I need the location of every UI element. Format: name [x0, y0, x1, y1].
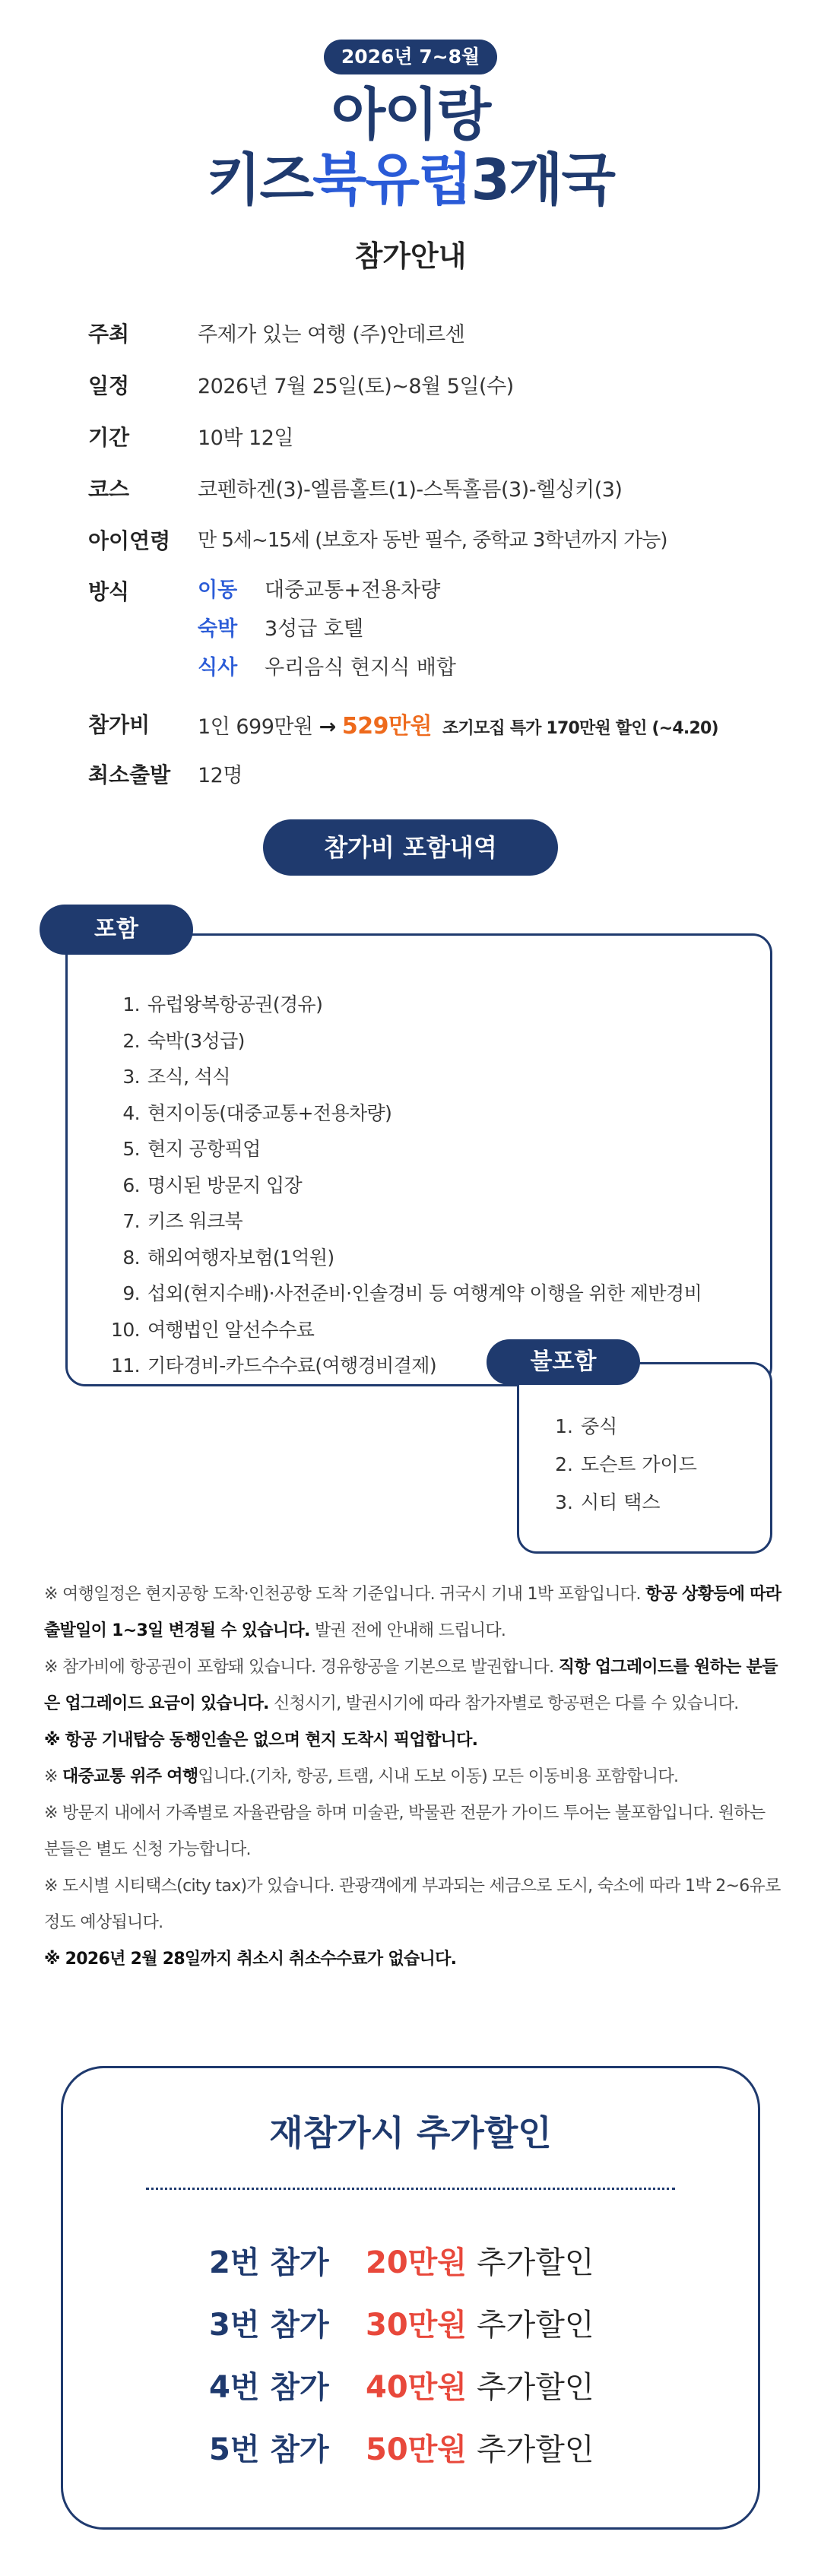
discount-row: 3번 참가 30만원 추가할인 — [209, 2307, 594, 2343]
list-item: 10. 여행법인 알선수수료 — [111, 1318, 315, 1341]
included-tag: 포함 — [40, 905, 193, 955]
info-label: 기간 — [88, 425, 130, 450]
info-row-price — [88, 707, 718, 740]
list-item: 7. 키즈 워크북 — [122, 1210, 243, 1232]
included-section-title: 참가비 포함내역 — [263, 819, 558, 876]
list-item: 1. 유럽왕복항공권(경유) — [122, 993, 323, 1016]
note-cancellation: ※ 2026년 2월 28일까지 취소시 취소수수료가 없습니다. — [44, 1950, 457, 1969]
date-badge: 2026년 7~8월 — [324, 40, 497, 74]
list-item: 5. 현지 공항픽업 — [122, 1138, 261, 1160]
title-line1: 아이랑 — [331, 82, 490, 147]
info-row-age — [88, 524, 667, 555]
title-line2 — [0, 146, 821, 214]
list-item: 4. 현지이동(대중교통+전용차량) — [122, 1101, 392, 1124]
notes — [44, 1576, 781, 1978]
discount-row: 4번 참가 40만원 추가할인 — [209, 2369, 594, 2405]
list-item: 3. 조식, 석식 — [122, 1066, 230, 1088]
method-item — [198, 607, 456, 646]
info-row-host — [88, 318, 464, 348]
method-list — [198, 569, 456, 685]
note-pickup: ※ 항공 기내탑승 동행인솔은 없으며 현지 도착시 픽업합니다. — [44, 1731, 478, 1750]
info-value: 만 5세~15세 (보호자 동반 필수, 중학교 3학년까지 가능) — [198, 529, 667, 552]
info-row-duration — [88, 421, 293, 452]
method-key: 숙박 — [198, 617, 238, 641]
list-item: 8. 해외여행자보험(1억원) — [122, 1246, 334, 1269]
method-key: 식사 — [198, 656, 238, 680]
method-value: 대중교통+전용차량 — [265, 578, 441, 602]
list-item: 3. 시티 택스 — [555, 1491, 661, 1513]
method-value: 3성급 호텔 — [265, 617, 364, 641]
method-key: 이동 — [198, 578, 238, 602]
arrow-icon: → — [319, 715, 336, 739]
note-guide: ※ 방문지 내에서 가족별로 자율관람을 하며 미술관, 박물관 전문가 가이드 투어는 불포함입니다. 원하는 분들은 별도 신청 가능합니다. — [44, 1804, 766, 1859]
note-city-tax: ※ 도시별 시티택스(city tax)가 있습니다. 관광객에게 부과되는 세금으로 도시, 숙소에 따라 1박 2~6유로 정도 예상됩니다. — [44, 1877, 781, 1932]
info-label: 일정 — [88, 373, 130, 398]
info-row-method — [88, 569, 456, 685]
info-row-course — [88, 473, 622, 503]
method-value: 우리음식 현지식 배합 — [265, 656, 456, 680]
list-item: 6. 명시된 방문지 입장 — [122, 1174, 303, 1196]
discount-row: 5번 참가 50만원 추가할인 — [209, 2432, 594, 2467]
method-item — [198, 569, 456, 607]
info-value: 12명 — [198, 764, 242, 787]
list-item: 1. 중식 — [555, 1415, 618, 1437]
note-itinerary: ※ 여행일정은 현지공항 도착·인천공항 도착 기준입니다. 귀국시 기내 1박 포함입니다. 항공 상황등에 따라 출발일이 1~3일 변경될 수 있습니다. 발권 전에 안내해 드립니다. — [44, 1585, 781, 1640]
info-label: 방식 — [88, 579, 130, 604]
info-value: 2026년 7월 25일(토)~8월 5일(수) — [198, 375, 514, 398]
title-kids: 키즈 — [207, 147, 313, 213]
method-item — [198, 646, 456, 685]
subtitle: 참가안내 — [354, 239, 467, 273]
price-value — [198, 707, 718, 740]
title-countries: 3개국 — [471, 147, 614, 213]
list-item: 2. 숙박(3성급) — [122, 1029, 245, 1052]
price-note: 조기모집 특가 170만원 할인 (~4.20) — [442, 719, 718, 738]
excluded-tag: 불포함 — [487, 1339, 640, 1385]
note-airfare: ※ 참가비에 항공권이 포함돼 있습니다. 경유항공을 기본으로 발권합니다. 직항 업그레이드를 원하는 분들은 업그레이드 요금이 있습니다. 신청시기, 발권시기에 따라 참가자별로 항공편은 다를 수 있습니다. — [44, 1658, 778, 1713]
discount-title: 재참가시 추가할인 — [269, 2112, 552, 2153]
info-label: 참가비 — [88, 712, 151, 737]
info-label: 코스 — [88, 477, 130, 502]
info-label: 주최 — [88, 322, 130, 347]
note-transport: ※ 대중교통 위주 여행입니다.(기차, 항공, 트램, 시내 도보 이동) 모든 이동비용 포함합니다. — [44, 1767, 679, 1786]
list-item: 2. 도슨트 가이드 — [555, 1453, 697, 1475]
price-sale: 529만원 — [341, 713, 432, 740]
info-value: 주제가 있는 여행 (주)안데르센 — [198, 323, 465, 347]
info-value: 10박 12일 — [198, 426, 293, 450]
list-item: 11. 기타경비-카드수수료(여행경비결제) — [111, 1355, 436, 1377]
info-value: 코펜하겐(3)-엘름홀트(1)-스톡홀름(3)-헬싱키(3) — [198, 478, 623, 502]
discount-rows — [209, 2229, 594, 2478]
info-label: 아이연령 — [88, 528, 171, 553]
list-item: 9. 섭외(현지수배)·사전준비·인솔경비 등 여행계약 이행을 위한 제반경비 — [122, 1282, 702, 1304]
info-label: 최소출발 — [88, 762, 171, 787]
title-nordic: 북유럽 — [312, 147, 471, 213]
discount-row: 2번 참가 20만원 추가할인 — [209, 2245, 594, 2280]
included-list — [106, 987, 702, 1384]
divider — [146, 2188, 675, 2190]
info-row-min — [88, 759, 242, 789]
info-row-schedule — [88, 369, 514, 400]
excluded-list — [552, 1408, 697, 1522]
price-original: 1인 699만원 — [198, 715, 313, 739]
